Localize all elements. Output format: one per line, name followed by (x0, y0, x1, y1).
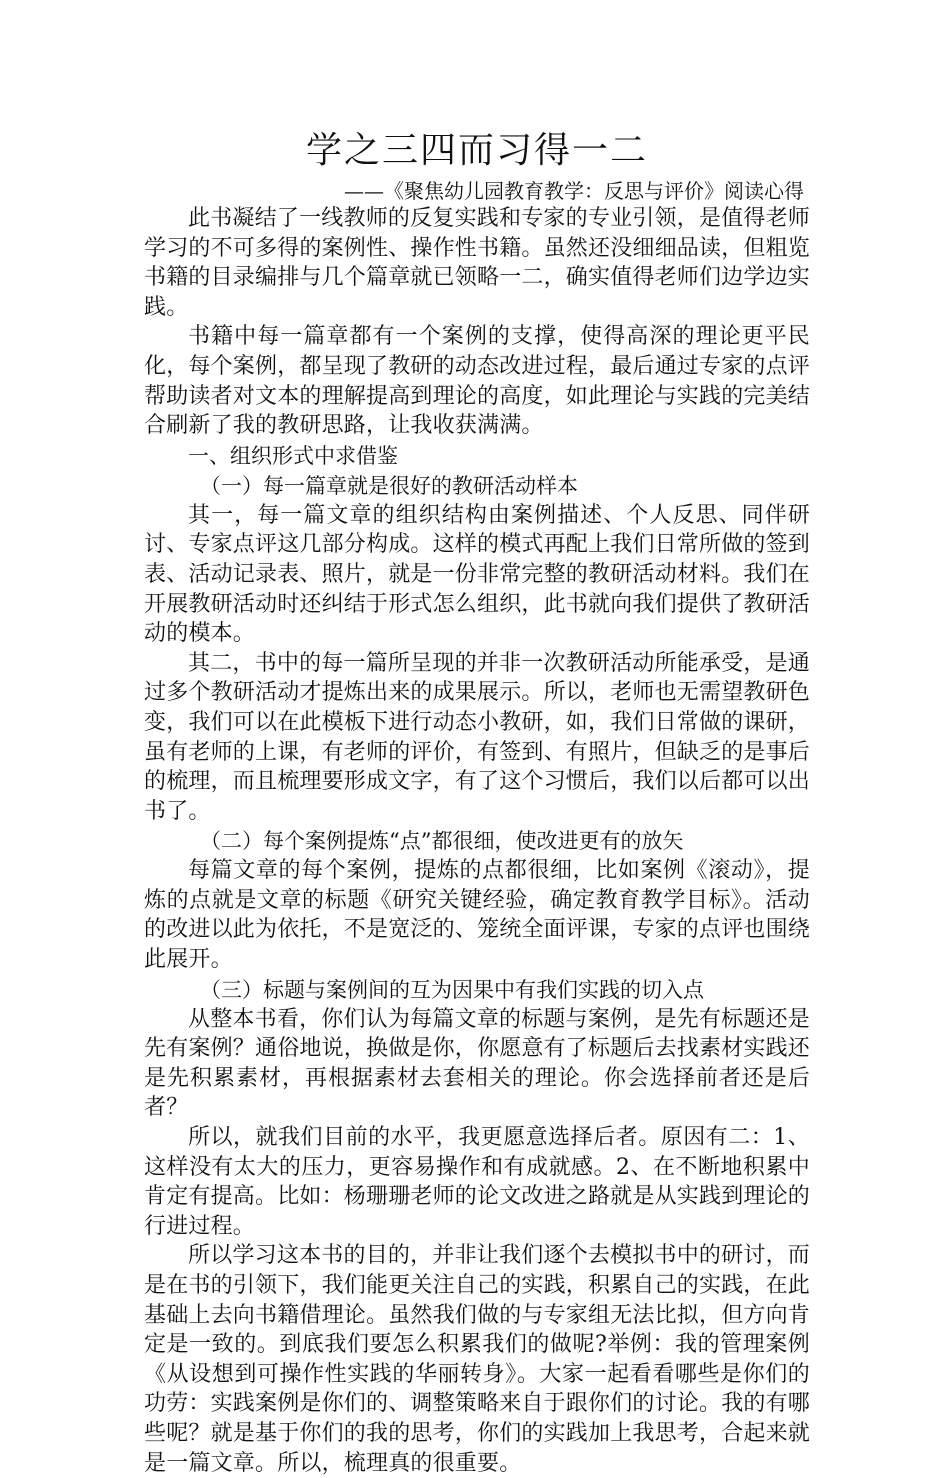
document-page (144, 128, 810, 1478)
section-heading: 一、组织形式中求借鉴 (188, 443, 398, 468)
subsection-heading: （一）每一篇章就是很好的教研活动样本 (200, 473, 578, 498)
paragraph: 所以学习这本书的目的，并非让我们逐个去模拟书中的研讨，而是在书的引领下，我们能更关注自己的实践，积累自己的实践，在此基础上去向书籍借理论。虽然我们做的与专家组无法比拟，但方向肯定是一致的。到底我们要怎么积累我们的做呢?举例：我的管理案例《从设想到可操作性实践的华丽转身》。大家一起看看哪些是你们的功劳：实践案例是你们的、调整策略来自于跟你们的讨论。我的有哪些呢？就是基于你们的我的思考，你们的实践加上我思考，合起来就是一篇文章。所以，梳理真的很重要。 (144, 1243, 811, 1476)
paragraph: 所以，就我们目前的水平，我更愿意选择后者。原因有二：1、这样没有太大的压力，更容易操作和有成就感。2、在不断地积累中肯定有提高。比如：杨珊珊老师的论文改进之路就是从实践到理论的行进过程。 (144, 1125, 811, 1239)
document-subtitle: ——《聚焦幼儿园教育教学：反思与评价》阅读心得 (344, 179, 804, 203)
subsection-heading: （二）每个案例提炼“点”都很细，使改进更有的放矢 (200, 829, 684, 854)
paragraph: 每篇文章的每个案例，提炼的点都很细，比如案例《滚动》，提炼的点就是文章的标题《研究关键经验，确定教育教学目标》。活动的改进以此为依托，不是宽泛的、笼统全面评课，专家的点评也围绕此展开。 (144, 858, 811, 973)
paragraph: 其一，每一篇文章的组织结构由案例描述、个人反思、同伴研讨、专家点评这几部分构成。这样的模式再配上我们日常所做的签到表、活动记录表、照片，就是一份非常完整的教研活动材料。我们在开展教研活动时还纠结于形式怎么组织，此书就向我们提供了教研活动的模本。 (144, 502, 811, 647)
subsection-heading: （三）标题与案例间的互为因果中有我们实践的切入点 (200, 977, 704, 1002)
paragraph: 其二，书中的每一篇所呈现的并非一次教研活动所能承受，是通过多个教研活动才提炼出来的成果展示。所以，老师也无需望教研色变，我们可以在此模板下进行动态小教研，如，我们日常做的课研，虽有老师的上课，有老师的评价，有签到、有照片，但缺乏的是事后的梳理，而且梳理要形成文字，有了这个习惯后，我们以后都可以出书了。 (144, 650, 811, 824)
paragraph: 书籍中每一篇章都有一个案例的支撑，使得高深的理论更平民化，每个案例，都呈现了教研的动态改进过程，最后通过专家的点评帮助读者对文本的理解提高到理论的高度，如此理论与实践的完美结合刷新了我的教研思路，让我收获满满。 (144, 324, 811, 439)
paragraph: 从整本书看，你们认为每篇文章的标题与案例，是先有标题还是先有案例？通俗地说，换做是你，你愿意有了标题后去找素材实践还是先积累素材，再根据素材去套相关的理论。你会选择前者还是后者？ (144, 1006, 811, 1121)
document-title: 学之三四而习得一二 (305, 130, 648, 171)
paragraph: 此书凝结了一线教师的反复实践和专家的专业引领，是值得老师学习的不可多得的案例性、操作性书籍。虽然还没细细品读，但粗览书籍的目录编排与几个篇章就已领略一二，确实值得老师们边学边实践。 (144, 206, 811, 320)
